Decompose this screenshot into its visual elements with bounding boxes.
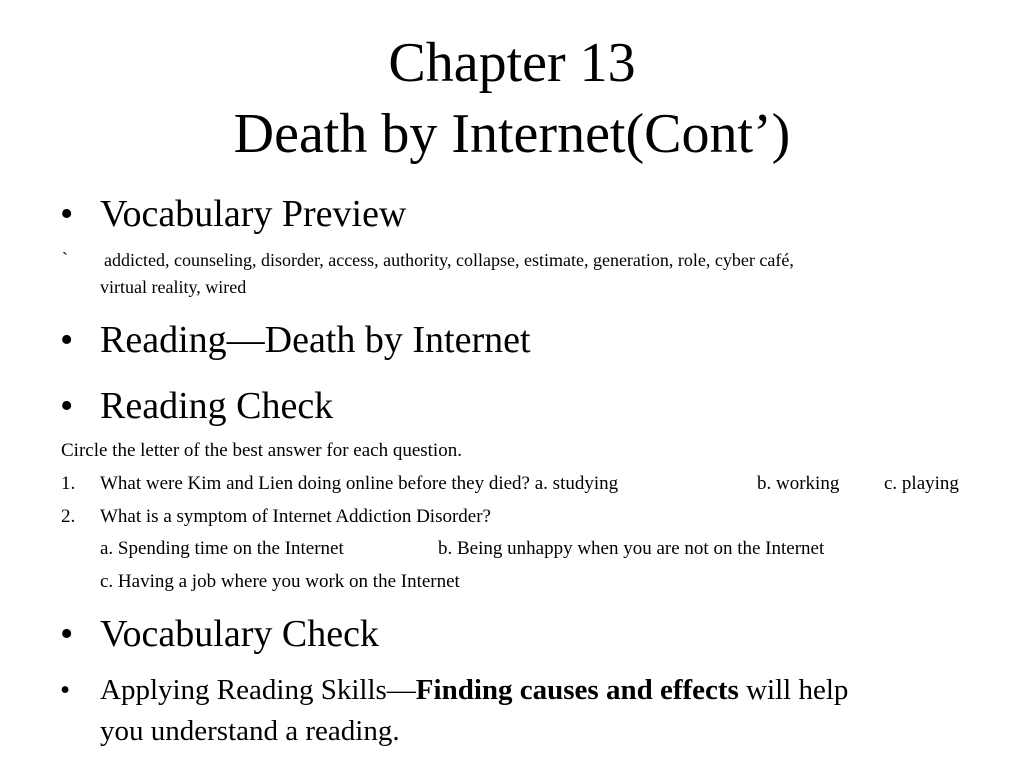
vocab-list-marker: ` xyxy=(62,249,68,269)
title-line-1: Chapter 13 xyxy=(388,32,636,94)
bullet-text: Reading—Death by Internet xyxy=(100,319,531,361)
question-1-option-b: b. working xyxy=(757,473,840,494)
slide-title xyxy=(0,28,1024,170)
question-2-option-c: c. Having a job where you work on the Internet xyxy=(100,571,460,592)
question-2-text: What is a symptom of Internet Addiction Disorder? xyxy=(100,506,491,527)
bullet-dot: • xyxy=(60,613,74,655)
bullet-dot: • xyxy=(60,319,74,361)
bullet-reading xyxy=(0,318,1024,362)
bullet-dot: • xyxy=(60,193,74,235)
vocab-list-line-2: virtual reality, wired xyxy=(100,277,247,297)
applying-suffix: will help xyxy=(738,674,849,706)
question-1-option-c: c. playing xyxy=(884,473,959,494)
question-1-text: What were Kim and Lien doing online before they died? a. studying xyxy=(100,473,619,494)
question-2-option-a: a. Spending time on the Internet xyxy=(100,538,344,559)
bullet-text: Vocabulary Preview xyxy=(100,193,407,235)
question-1-number: 1. xyxy=(61,473,76,494)
question-2-option-b: b. Being unhappy when you are not on the Internet xyxy=(438,538,825,559)
applying-prefix: Applying Reading Skills— xyxy=(100,674,416,706)
vocab-list-line-1: addicted, counseling, disorder, access, authority, collapse, estimate, generation, role, cyber café, xyxy=(104,250,794,270)
bullet-reading-check xyxy=(0,384,1024,428)
bullet-vocabulary-check xyxy=(0,612,1024,656)
question-2-number: 2. xyxy=(61,506,76,527)
applying-line-1 xyxy=(100,670,848,710)
title-line-2: Death by Internet(Cont’) xyxy=(233,103,791,165)
bullet-vocabulary-preview xyxy=(0,192,1024,236)
applying-bold-phrase: Finding causes and effects xyxy=(415,674,739,706)
bullet-text: Vocabulary Check xyxy=(100,613,379,655)
reading-check-instructions: Circle the letter of the best answer for each question. xyxy=(61,440,462,461)
bullet-text: Reading Check xyxy=(100,385,334,427)
bullet-dot: • xyxy=(60,674,71,706)
bullet-dot: • xyxy=(60,385,74,427)
applying-line-2: you understand a reading. xyxy=(100,715,400,747)
